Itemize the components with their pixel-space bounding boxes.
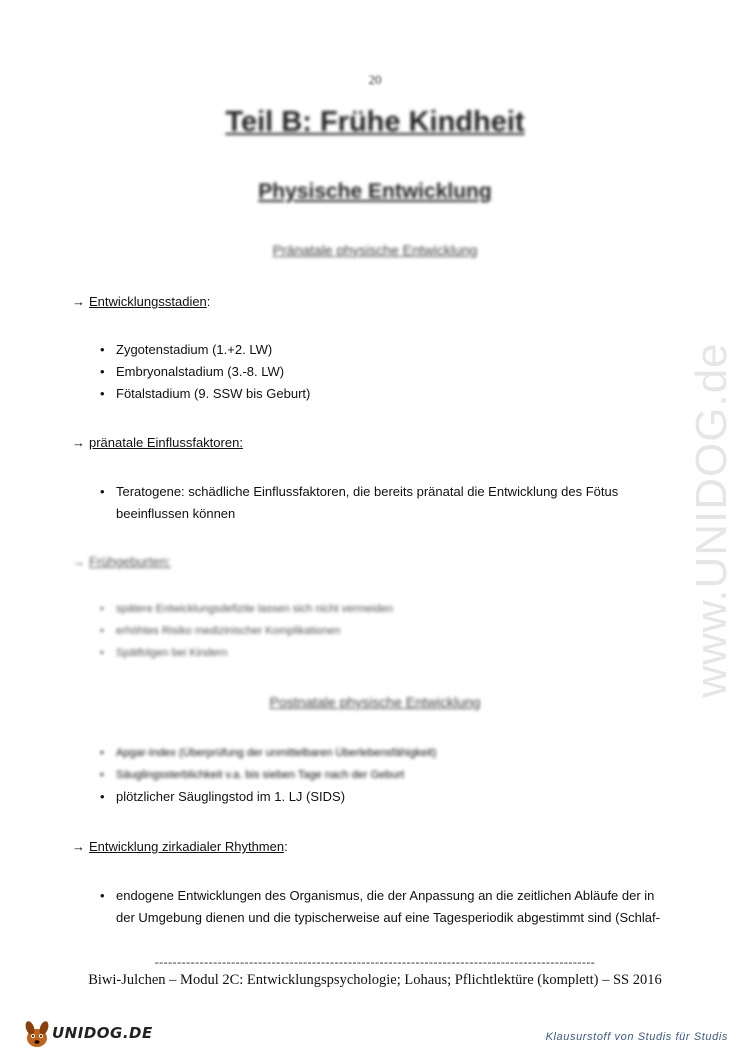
list-item: • Teratogene: schädliche Einflussfaktoren, die bereits pränatal die Entwicklung des Fötus beeinflussen können: [100, 481, 660, 525]
list-item: • plötzlicher Säuglingstod im 1. LJ (SIDS): [100, 786, 660, 808]
footer-divider: --------------------------------------------------------------------------------------------------: [154, 955, 596, 969]
watermark: www.UNIDOG.de: [687, 342, 736, 698]
heading-text: pränatale Einflussfaktoren:: [89, 435, 243, 450]
dog-icon: [22, 1018, 52, 1050]
arrow-icon: →: [72, 294, 85, 309]
arrow-icon: →: [72, 839, 85, 854]
list-zirkadiale-rhythmen: [100, 885, 660, 929]
logo-text: UNIDOG.DE: [52, 1024, 153, 1042]
list-item: • Spätfolgen bei Kindern: [100, 642, 660, 664]
subsection-title-prenatal: Pränatale physische Entwicklung: [272, 242, 478, 258]
list-fruehgeburten: [100, 598, 660, 664]
list-item: • Apgar-Index (Überprüfung der unmittelbaren Überlebensfähigkeit): [100, 742, 660, 764]
heading-einflussfaktoren: [72, 435, 243, 450]
page-number: 20: [368, 72, 382, 87]
list-item: • Embryonalstadium (3.-8. LW): [100, 361, 660, 383]
arrow-icon: →: [72, 554, 85, 569]
heading-zirkadiale-rhythmen: [72, 839, 288, 854]
heading-fruehgeburten: [72, 554, 171, 569]
list-einflussfaktoren: [100, 481, 660, 525]
page-title: Teil B: Frühe Kindheit: [225, 106, 525, 138]
list-item: • Fötalstadium (9. SSW bis Geburt): [100, 383, 660, 405]
heading-suffix: :: [284, 839, 288, 854]
section-title: Physische Entwicklung: [258, 180, 492, 203]
unidog-logo: [22, 1018, 172, 1050]
heading-suffix: :: [206, 294, 211, 309]
heading-entwicklungsstadien: [72, 294, 210, 309]
heading-text: Entwicklung zirkadialer Rhythmen: [89, 839, 285, 854]
footer-text: Biwi-Julchen – Modul 2C: Entwicklungspsychologie; Lohaus; Pflichtlektüre (komplett) – SS 2016: [88, 972, 662, 988]
heading-text: Frühgeburten:: [89, 554, 171, 569]
list-item: • endogene Entwicklungen des Organismus, die der Anpassung an die zeitlichen Abläufe der in der Umgebung dienen und die typischerweise auf eine Tagesperiodik abgestimmt sind (Schlaf-: [100, 885, 660, 929]
list-item: • erhöhtes Risiko medizinischer Komplikationen: [100, 620, 660, 642]
list-item: • spätere Entwicklungsdefizite lassen sich nicht vermeiden: [100, 598, 660, 620]
list-item: • Säuglingssterblichkeit v.a. bis sieben Tage nach der Geburt: [100, 764, 660, 786]
arrow-icon: →: [72, 435, 85, 450]
tagline: Klausurstoff von Studis für Studis: [545, 1031, 728, 1043]
heading-text: Entwicklungsstadien: [89, 294, 207, 309]
list-item: • Zygotenstadium (1.+2. LW): [100, 339, 660, 361]
list-postnatal: [100, 742, 660, 808]
list-entwicklungsstadien: [100, 339, 660, 405]
subsection-title-postnatal: Postnatale physische Entwicklung: [269, 694, 481, 710]
